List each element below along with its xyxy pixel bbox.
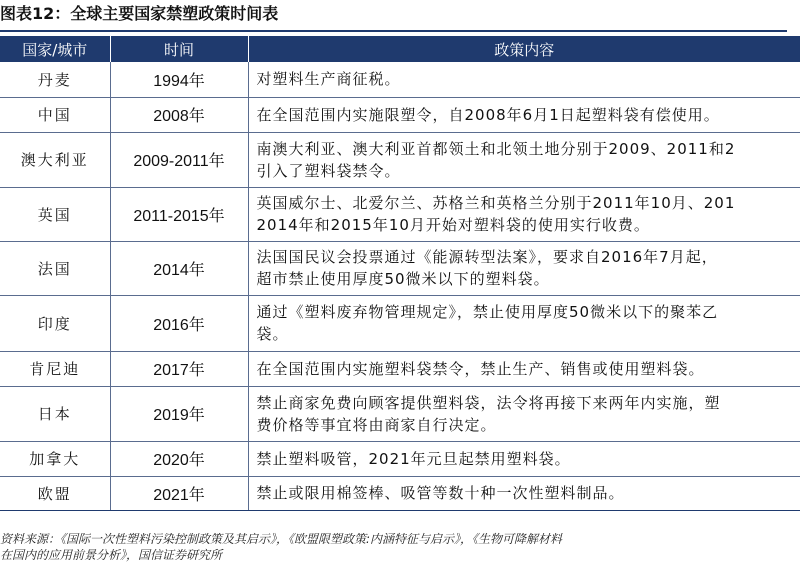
policy-cell bbox=[248, 386, 800, 441]
policy-line: 南澳大利亚、澳大利亚首都领土和北领土地分别于2009、2011和2 bbox=[257, 138, 800, 160]
country-cell: 丹麦 bbox=[0, 62, 110, 97]
policy-line: 袋。 bbox=[257, 323, 800, 345]
policy-cell bbox=[248, 351, 800, 386]
table-row bbox=[0, 441, 800, 476]
policy-cell bbox=[248, 241, 800, 295]
year-cell: 1994年 bbox=[110, 62, 248, 97]
table-row bbox=[0, 97, 800, 132]
policy-line: 禁止塑料吸管，2021年元旦起禁用塑料袋。 bbox=[257, 448, 800, 470]
policy-line: 在全国范围内实施限塑令，自2008年6月1日起塑料袋有偿使用。 bbox=[257, 104, 800, 126]
policy-line: 2014年和2015年10月开始对塑料袋的使用实行收费。 bbox=[257, 214, 800, 236]
policy-line: 费价格等事宜将由商家自行决定。 bbox=[257, 414, 800, 436]
policy-line: 英国威尔士、北爱尔兰、苏格兰和英格兰分别于2011年10月、201 bbox=[257, 192, 800, 214]
country-cell: 澳大利亚 bbox=[0, 132, 110, 187]
policy-line: 引入了塑料袋禁令。 bbox=[257, 160, 800, 182]
source-note: 资料来源：《国际一次性塑料污染控制政策及其启示》，《欧盟限塑政策:内涵特征与启示》，《生物可降解材料 bbox=[0, 530, 800, 548]
year-cell: 2009-2011年 bbox=[110, 132, 248, 187]
table-row bbox=[0, 241, 800, 295]
year-cell: 2011-2015年 bbox=[110, 187, 248, 241]
country-cell: 英国 bbox=[0, 187, 110, 241]
policy-cell bbox=[248, 97, 800, 132]
policy-cell bbox=[248, 187, 800, 241]
year-cell: 2019年 bbox=[110, 386, 248, 441]
header-year: 时间 bbox=[110, 36, 248, 62]
policy-line: 禁止商家免费向顾客提供塑料袋，法令将再接下来两年内实施，塑 bbox=[257, 392, 800, 414]
policy-cell bbox=[248, 62, 800, 97]
source-note-line2: 在国内的应用前景分析》，国信证券研究所 bbox=[0, 549, 800, 559]
country-cell: 印度 bbox=[0, 295, 110, 351]
country-cell: 日本 bbox=[0, 386, 110, 441]
policy-line: 通过《塑料废弃物管理规定》，禁止使用厚度50微米以下的聚苯乙 bbox=[257, 301, 800, 323]
policy-cell bbox=[248, 295, 800, 351]
country-cell: 加拿大 bbox=[0, 441, 110, 476]
figure-title: 图表12：全球主要国家禁塑政策时间表 bbox=[0, 2, 278, 26]
policy-line: 禁止或限用棉签棒、吸管等数十种一次性塑料制品。 bbox=[257, 482, 800, 504]
title-rule bbox=[0, 30, 787, 32]
table-row bbox=[0, 351, 800, 386]
year-cell: 2008年 bbox=[110, 97, 248, 132]
header-policy: 政策内容 bbox=[248, 36, 800, 62]
country-cell: 法国 bbox=[0, 241, 110, 295]
table-row bbox=[0, 187, 800, 241]
table-row bbox=[0, 386, 800, 441]
year-cell: 2016年 bbox=[110, 295, 248, 351]
table-header-row bbox=[0, 36, 800, 62]
header-country: 国家/城市 bbox=[0, 36, 110, 62]
table-row bbox=[0, 295, 800, 351]
policy-cell bbox=[248, 441, 800, 476]
country-cell: 欧盟 bbox=[0, 476, 110, 510]
policy-line: 在全国范围内实施塑料袋禁令，禁止生产、销售或使用塑料袋。 bbox=[257, 358, 800, 380]
table-row bbox=[0, 132, 800, 187]
policy-table bbox=[0, 36, 800, 511]
policy-cell bbox=[248, 132, 800, 187]
year-cell: 2017年 bbox=[110, 351, 248, 386]
year-cell: 2020年 bbox=[110, 441, 248, 476]
policy-line: 超市禁止使用厚度50微米以下的塑料袋。 bbox=[257, 268, 800, 290]
year-cell: 2014年 bbox=[110, 241, 248, 295]
country-cell: 肯尼迪 bbox=[0, 351, 110, 386]
policy-line: 法国国民议会投票通过《能源转型法案》，要求自2016年7月起， bbox=[257, 246, 800, 268]
policy-cell bbox=[248, 476, 800, 510]
table-row bbox=[0, 476, 800, 510]
country-cell: 中国 bbox=[0, 97, 110, 132]
policy-line: 对塑料生产商征税。 bbox=[257, 68, 800, 90]
table-row bbox=[0, 62, 800, 97]
year-cell: 2021年 bbox=[110, 476, 248, 510]
